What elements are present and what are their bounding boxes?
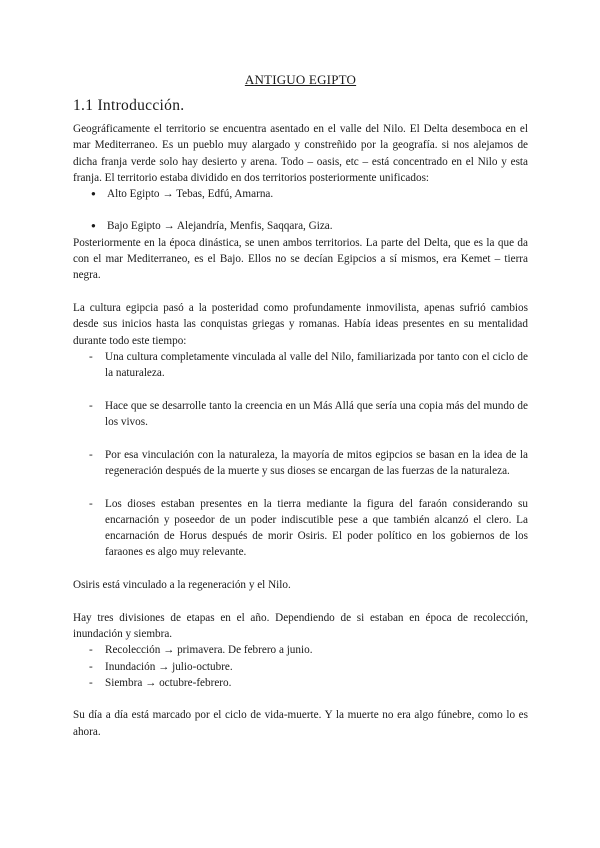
paragraph-geography: Geográficamente el territorio se encuentra asentado en el valle del Nilo. El Delta desemboca en el mar Mediterraneo. Es un pueblo muy alargado y constreñido por la geografía. si nos alejamos de dicha franja verde solo hay desierto y arena. Todo – oasis, etc – está concentrado en el Nilo y esta franja. El territorio estaba dividido en dos territorios posteriormente unificados:: [73, 123, 528, 184]
list-item: - Hace que se desarrolle tanto la creencia en un Más Allá que sería una copia más del mundo de los vivos.: [91, 398, 528, 431]
blank-line: [73, 593, 528, 609]
blank-line: [73, 284, 528, 300]
list-item: ● Alto Egipto → Tebas, Edfú, Amarna.: [91, 186, 528, 202]
list-item: - Una cultura completamente vinculada al valle del Nilo, familiarizada por tanto con el ciclo de la naturaleza.: [91, 349, 528, 382]
seasons-list: [73, 642, 528, 691]
paragraph-osiris: Osiris está vinculado a la regeneración y el Nilo.: [73, 579, 291, 592]
paragraph-dynastic: Posteriormente en la época dinástica, se unen ambos territorios. La parte del Delta, que es la que da con el mar Mediterraneo, es el Bajo. Ellos no se decían Egipcios a sí mismos, era Kemet – tierra negra.: [73, 236, 528, 282]
list-item: - Inundación → julio-octubre.: [91, 659, 528, 675]
paragraph-life-death: Su día a día está marcado por el ciclo de vida-muerte. Y la muerte no era algo fúnebre, como lo es ahora.: [73, 709, 528, 738]
list-item: - Siembra → octubre-febrero.: [91, 675, 528, 691]
blank-line: [73, 691, 528, 707]
list-item: - Por esa vinculación con la naturaleza, la mayoría de mitos egipcios se basan en la idea de la regeneración después de la muerte y sus dioses se encargan de las fuerzas de la naturaleza.: [91, 447, 528, 480]
list-item: ● Bajo Egipto → Alejandría, Menfis, Saqqara, Giza.: [91, 218, 528, 234]
paragraph-seasons: Hay tres divisiones de etapas en el año. Dependiendo de si estaban en época de recolección, inundación y siembra.: [73, 611, 528, 640]
document-title: ANTIGUO EGIPTO: [244, 72, 357, 87]
ideas-list: [73, 349, 528, 561]
section-heading: 1.1 Introducción.: [73, 97, 185, 114]
paragraph-culture: La cultura egipcia pasó a la posteridad como profundamente inmovilista, apenas sufrió cambios desde sus inicios hasta las conquistas griegas y romanas. Había ideas presentes en su mentalidad durante todo este tiempo:: [73, 301, 528, 347]
blank-line: [73, 561, 528, 577]
list-item: - Los dioses estaban presentes en la tierra mediante la figura del faraón considerando su encarnación y poseedor de un poder indiscutible pese a que también alcanzó el clero. La encarnación de Horus después de morir Osiris. El poder político en los gobiernos de los faraones es algo muy relevante.: [91, 496, 528, 561]
territories-list: [73, 186, 528, 235]
list-item: - Recolección → primavera. De febrero a junio.: [91, 642, 528, 658]
